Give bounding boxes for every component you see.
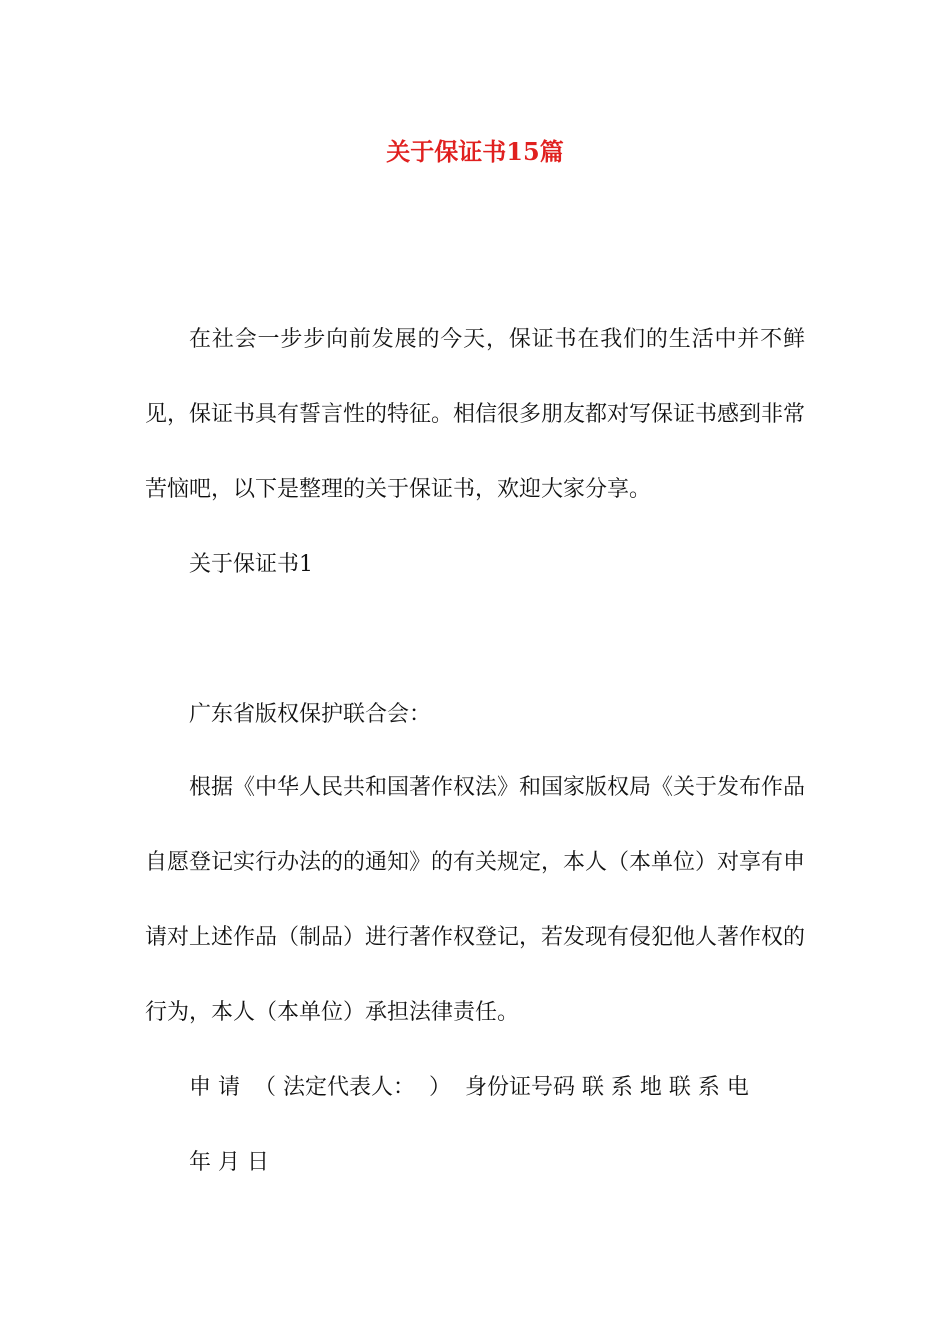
body-paragraph-block xyxy=(145,750,805,1050)
intro-paragraph-block xyxy=(145,302,805,527)
salutation: 广东省版权保护联合会： xyxy=(189,702,432,727)
section-heading: 关于保证书1 xyxy=(189,552,313,577)
signature-line: 申 请 （ 法定代表人： ） 身份证号码 联 系 地 联 系 电 xyxy=(189,1075,749,1100)
document-title: 关于保证书15篇 xyxy=(386,137,564,166)
date-line: 年 月 日 xyxy=(189,1150,269,1175)
body-paragraph: 根据《中华人民共和国著作权法》和国家版权局《关于发布作品 自愿登记实行办法的的通知》的有关规定，本人（本单位）对享有申请对上述作品（制品）进行著作权登记，若发现有侵犯他人著作权的行为，本人（本单位）承担法律责任。 xyxy=(145,775,806,1025)
intro-paragraph: 在社会一步步向前发展的今天，保证书在我们的生活中并不鲜见，保证书具有誓言性的特征。相信很多朋友都对写保证书感到非常苦恼吧，以下是整理的关于保证书，欢迎大家分享。 xyxy=(145,327,806,502)
